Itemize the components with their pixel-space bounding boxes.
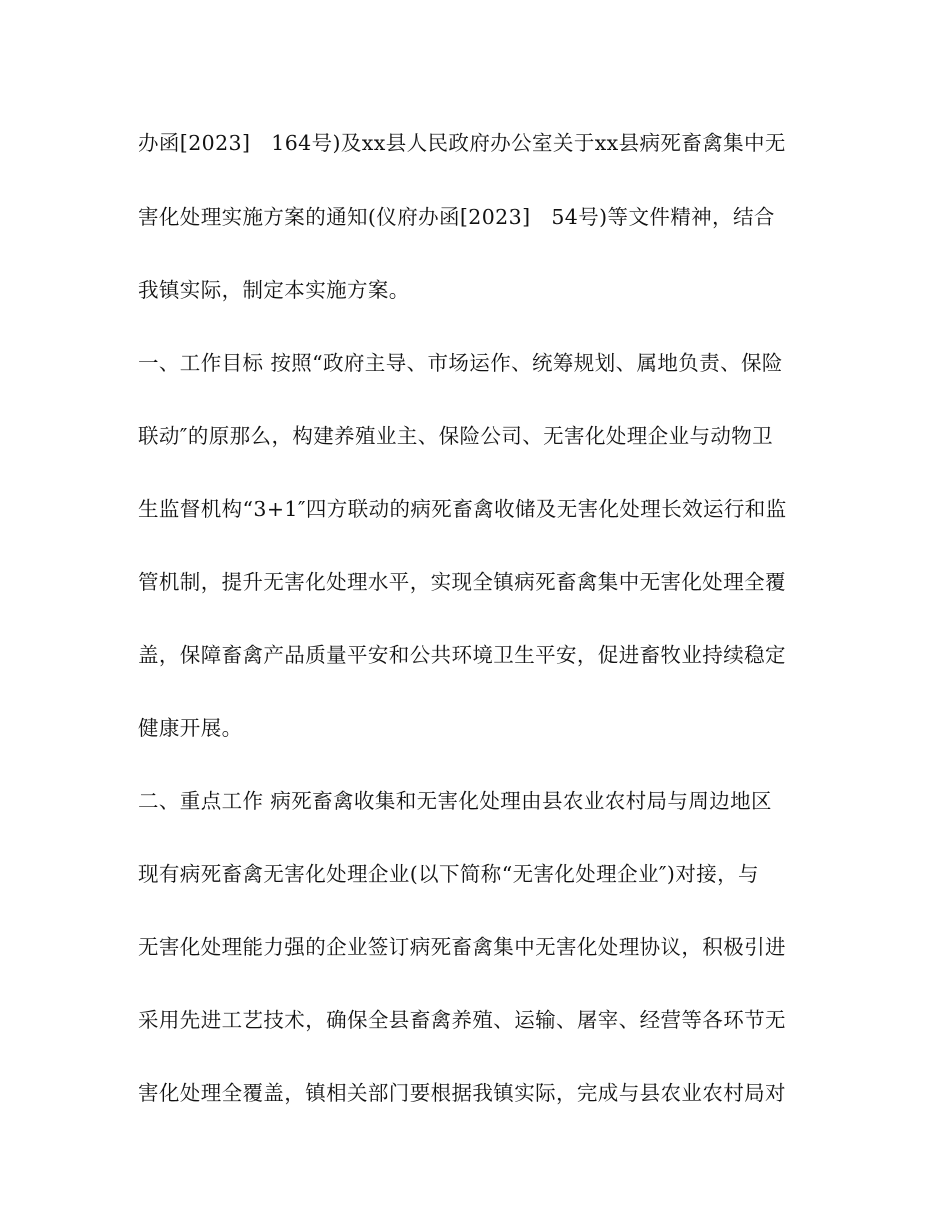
text-line: 害化处理实施方案的通知(仪府办函[2023] 54号)等文件精神，结合	[138, 205, 775, 229]
text-line: 我镇实际，制定本实施方案。	[138, 278, 410, 302]
text-line: 盖，保障畜禽产品质量平安和公共环境卫生平安，促进畜牧业持续稳定	[138, 643, 786, 667]
text-line: 二、重点工作 病死畜禽收集和无害化处理由县农业农村局与周边地区	[138, 789, 772, 813]
text-line: 无害化处理能力强的企业签订病死畜禽集中无害化处理协议，积极引进	[138, 935, 786, 959]
text-line: 办函[2023] 164号)及xx县人民政府办公室关于xx县病死畜禽集中无	[138, 131, 786, 155]
text-line: 联动″的原那么，构建养殖业主、保险公司、无害化处理企业与动物卫	[138, 424, 774, 448]
text-line: 采用先进工艺技术，确保全县畜禽养殖、运输、屠宰、经营等各环节无	[138, 1008, 786, 1032]
text-line: 现有病死畜禽无害化处理企业(以下简称“无害化处理企业″)对接，与	[138, 862, 759, 886]
text-line: 健康开展。	[138, 716, 243, 740]
text-line: 害化处理全覆盖，镇相关部门要根据我镇实际，完成与县农业农村局对	[138, 1081, 786, 1105]
text-line: 管机制，提升无害化处理水平，实现全镇病死畜禽集中无害化处理全覆	[138, 570, 786, 594]
text-line: 生监督机构“3+1″四方联动的病死畜禽收储及无害化处理长效运行和监	[138, 497, 787, 521]
text-line: 一、工作目标 按照“政府主导、市场运作、统筹规划、属地负责、保险	[138, 351, 783, 375]
